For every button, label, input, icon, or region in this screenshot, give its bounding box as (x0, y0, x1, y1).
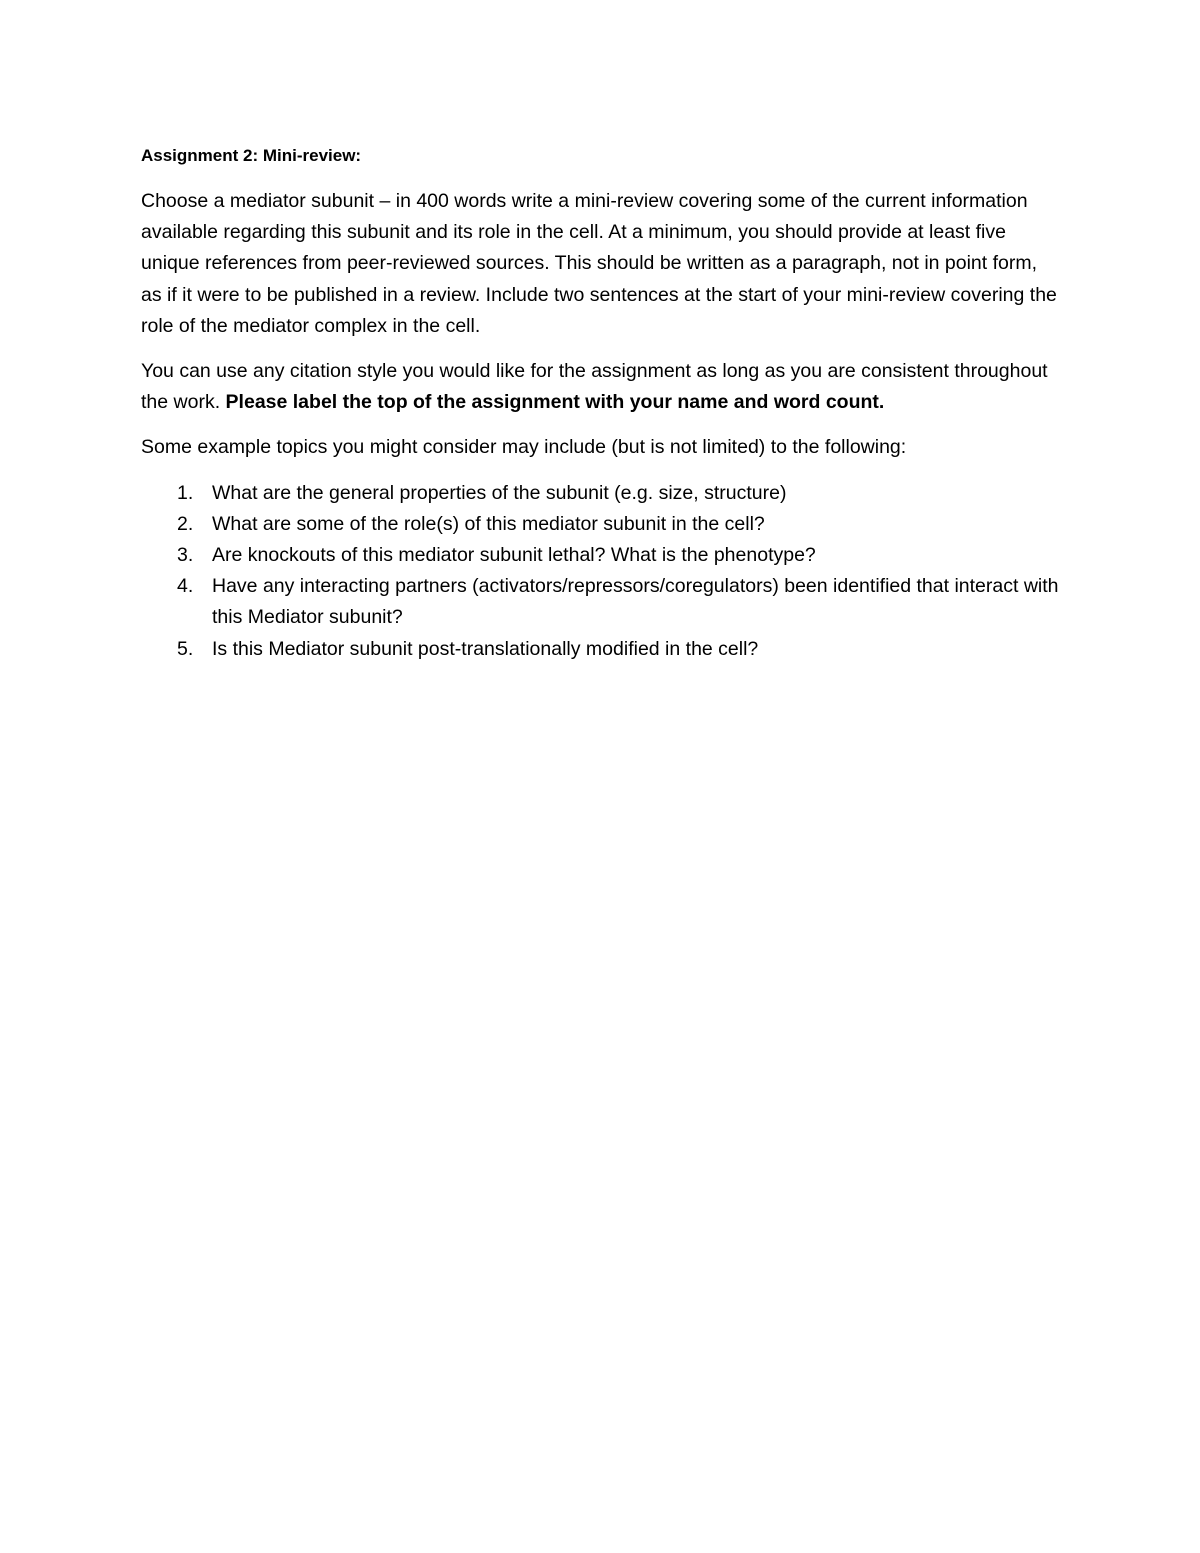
list-item (141, 509, 1061, 540)
list-item (141, 634, 1061, 665)
list-item-text: What are the general properties of the subunit (e.g. size, structure) (212, 481, 787, 504)
instructions-paragraph: Choose a mediator subunit – in 400 words write a mini-review covering some of the current information available regarding this subunit and its role in the cell. At a minimum, you should provide at least five unique references from peer-reviewed sources. This should be written as a paragraph, not in point form, as if it were to be published in a review. Include two sentences at the start of your mini-review covering the role of the mediator complex in the cell. (141, 190, 1057, 337)
list-item-text: Are knockouts of this mediator subunit lethal? What is the phenotype? (212, 544, 816, 567)
document-body (141, 145, 1061, 665)
label-instruction: Please label the top of the assignment with your name and word count. (225, 391, 885, 414)
list-number: 2. (177, 512, 194, 535)
list-item-text: Have any interacting partners (activators/repressors/coregulators) been identified that interact with this Mediator subunit? (212, 575, 1059, 629)
list-item (141, 571, 1061, 633)
assignment-heading: Assignment 2: Mini-review: (141, 146, 362, 165)
topics-list (141, 478, 1061, 665)
list-number: 3. (177, 544, 194, 567)
list-item-text: Is this Mediator subunit post-translationally modified in the cell? (212, 637, 759, 660)
citation-paragraph (141, 356, 1061, 418)
list-number: 4. (177, 575, 194, 598)
list-item-text: What are some of the role(s) of this mediator subunit in the cell? (212, 512, 765, 535)
topics-intro: Some example topics you might consider may include (but is not limited) to the following: (141, 436, 907, 459)
list-item (141, 540, 1061, 571)
list-number: 5. (177, 637, 194, 660)
list-number: 1. (177, 481, 194, 504)
citation-text: You can use any citation style you would like for the assignment as long as you are consistent throughout the work. (141, 360, 1048, 414)
list-item (141, 478, 1061, 509)
